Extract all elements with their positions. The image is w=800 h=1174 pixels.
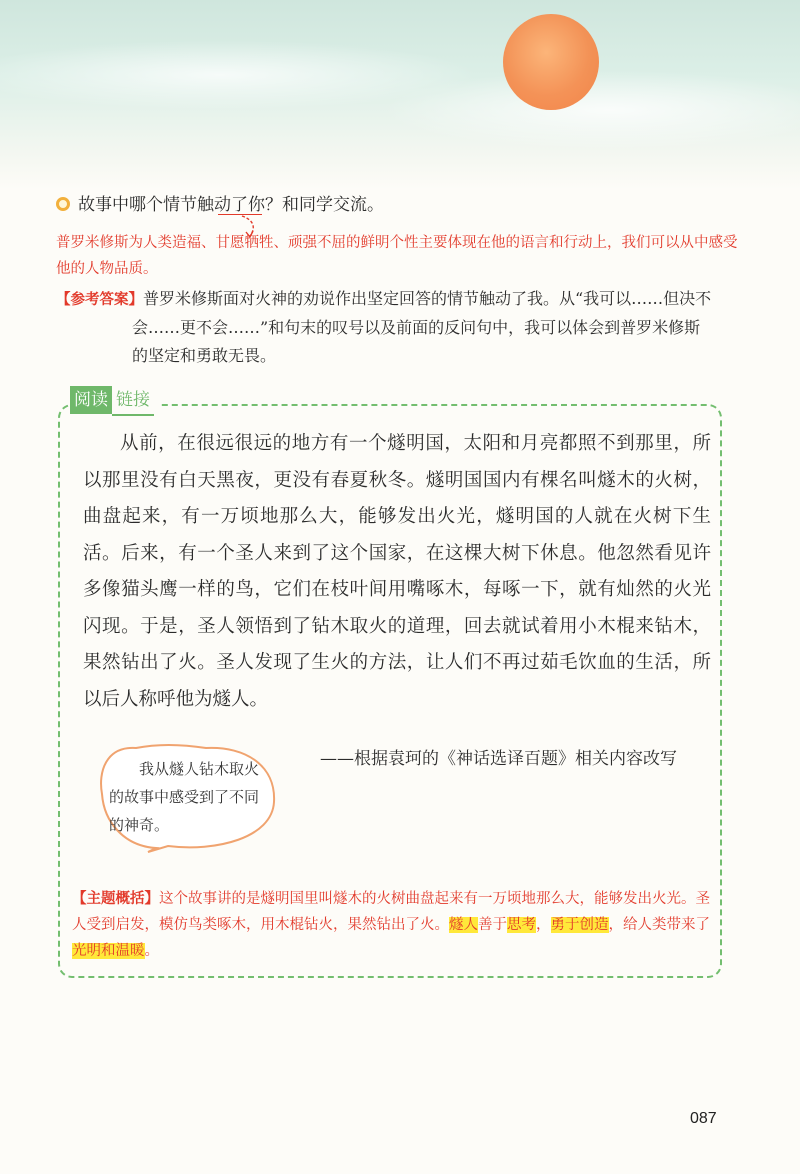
highlight-think: 思考 (507, 917, 536, 933)
teacher-note: 普罗米修斯为人类造福、甘愿牺牲、顽强不屈的鲜明个性主要体现在他的语言和行动上，我们可以从中感受他的人物品质。 (56, 235, 738, 277)
answer-tag: 【参考答案】 (56, 292, 143, 308)
highlight-suiren: 燧人 (449, 917, 478, 933)
bubble-text: 我从燧人钻木取火的故事中感受到了不同的神奇。 (109, 760, 260, 834)
discussion-question (56, 190, 384, 215)
summary-text-5: 。 (144, 943, 159, 959)
answer-line-1: 普罗米修斯面对火神的劝说作出坚定回答的情节触动了我。从“我可以……但决不 (143, 289, 712, 308)
highlight-create: 勇于创造 (550, 917, 609, 933)
summary-tag: 【主题概括】 (72, 891, 159, 907)
summary-text-4: ，给人类带来了 (608, 917, 710, 933)
theme-summary (72, 886, 718, 964)
answer-line-2: 会……更不会……”和句末的叹号以及前面的反问句中，我可以体会到普罗米修斯 (132, 318, 701, 337)
summary-text-2: 善于 (478, 917, 507, 933)
sun-illustration (503, 14, 599, 110)
question-text: 故事中哪个情节触动了你？和同学交流。 (78, 195, 384, 215)
source-attribution: ——根据袁珂的《神话选译百题》相关内容改写 (320, 749, 677, 769)
reference-answer (56, 285, 746, 370)
highlight-light-warmth: 光明和温暖 (72, 943, 145, 959)
bullet-circle-icon (56, 197, 70, 211)
answer-line-3: 的坚定和勇敢无畏。 (132, 346, 277, 365)
reading-header-label: 阅读 (70, 386, 112, 414)
reading-link-header (70, 386, 160, 416)
link-header-label: 链接 (112, 386, 154, 416)
story-paragraph: 从前，在很远很远的地方有一个燧明国，太阳和月亮都照不到那里，所以那里没有白天黑夜，更没有春夏秋冬。燧明国国内有棵名叫燧木的火树，曲盘起来，有一万顷地那么大，能够发出火光，燧明国的人就在火树下生活。后来，有一个圣人来到了这个国家，在这棵大树下休息。他忽然看见许多像猫头鹰一样的鸟，它们在枝叶间用嘴啄木，每啄一下，就有灿然的火光闪现。于是，圣人领悟到了钻木取火的道理，回去就试着用小木棍来钻木，果然钻出了火。圣人发现了生火的方法，让人们不再过茹毛饮血的生活，所以后人称呼他为燧人。 (83, 433, 711, 710)
page-number: 087 (690, 1110, 717, 1127)
summary-text-3: ， (536, 917, 551, 933)
summary-text: 这个故事讲的是燧明国里叫燧木的火树曲盘起来有一万顷地那么大，能够发出火光。圣人受到启发，模仿鸟类啄木，用木棍钻火，果然钻出了火。 (72, 891, 710, 933)
